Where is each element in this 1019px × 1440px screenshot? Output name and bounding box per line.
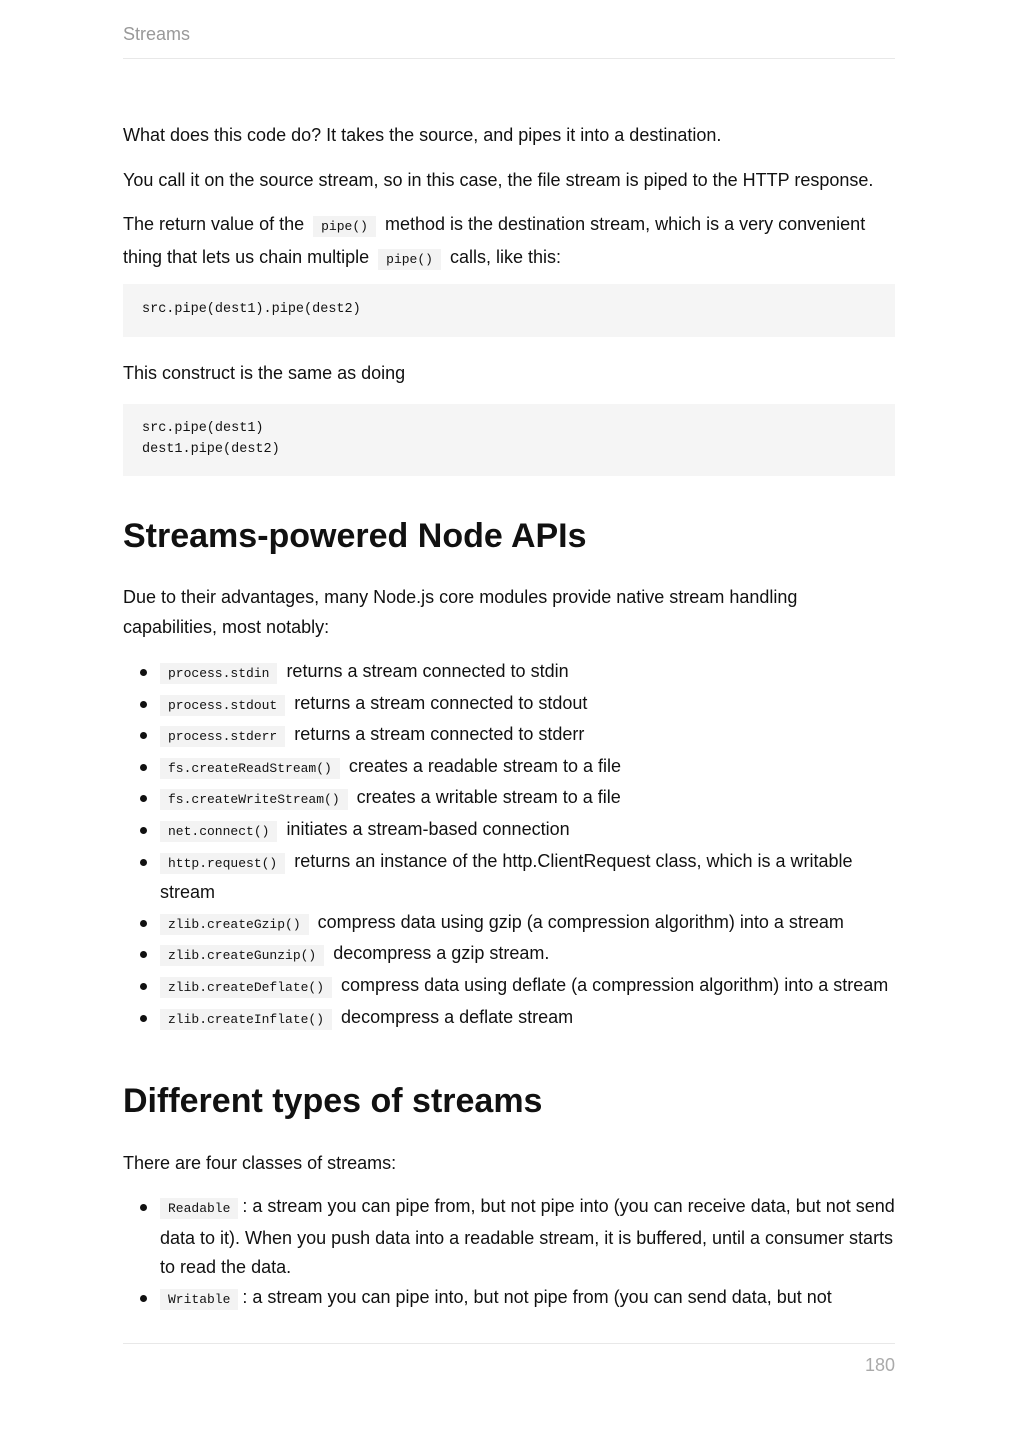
inline-code: process.stdout xyxy=(160,695,285,716)
running-header: Streams xyxy=(123,24,191,44)
code-block: src.pipe(dest1) dest1.pipe(dest2) xyxy=(123,404,895,476)
list-item-text: compress data using gzip (a compression algorithm) into a stream xyxy=(317,911,844,932)
list-item xyxy=(160,689,895,721)
list-item-text: : a stream you can pipe into, but not pipe from (you can send data, but not xyxy=(242,1286,832,1307)
list-item-text: creates a writable stream to a file xyxy=(356,787,621,808)
list-item-text: initiates a stream-based connection xyxy=(286,818,570,839)
inline-code: fs.createWriteStream() xyxy=(160,789,348,810)
list-item-text: returns a stream connected to stdin xyxy=(286,661,569,681)
list-item xyxy=(160,939,895,971)
list-item xyxy=(160,752,895,784)
section-heading: Different types of streams xyxy=(123,1082,543,1120)
paragraph xyxy=(123,209,895,275)
paragraph: There are four classes of streams: xyxy=(123,1153,397,1173)
node-apis-list xyxy=(123,657,895,1034)
paragraph: This construct is the same as doing xyxy=(123,363,406,383)
inline-code: process.stdin xyxy=(160,663,277,684)
page-number: 180 xyxy=(864,1355,895,1375)
stream-types-list xyxy=(123,1192,895,1314)
list-item xyxy=(160,971,895,1003)
code-block: src.pipe(dest1).pipe(dest2) xyxy=(123,284,895,337)
list-item-text: compress data using deflate (a compression algorithm) into a stream xyxy=(341,974,889,995)
list-item-text: creates a readable stream to a file xyxy=(348,755,621,776)
inline-code: net.connect() xyxy=(160,821,277,842)
list-item-text: : a stream you can pipe from, but not pipe into (you can receive data, but not send data to it). When you push data into a readable stream, it is buffered, until a consumer starts to read the data. xyxy=(160,1196,895,1278)
text: The return value of the xyxy=(123,214,305,234)
list-item xyxy=(160,815,895,847)
inline-code: Writable xyxy=(160,1289,238,1310)
section-heading: Streams-powered Node APIs xyxy=(123,517,587,555)
inline-code: pipe() xyxy=(313,216,376,237)
inline-code: process.stderr xyxy=(160,726,285,747)
inline-code: http.request() xyxy=(160,853,285,874)
list-item xyxy=(160,657,895,689)
header-divider xyxy=(123,58,895,59)
inline-code: zlib.createDeflate() xyxy=(160,977,332,998)
list-item xyxy=(160,720,895,752)
list-item xyxy=(160,1192,895,1283)
list-item xyxy=(160,1283,895,1315)
inline-code: zlib.createGunzip() xyxy=(160,945,324,966)
inline-code: zlib.createInflate() xyxy=(160,1009,332,1030)
text: method is the destination stream, which is a very convenient thing that lets us chain multiple xyxy=(123,214,866,267)
paragraph: What does this code do? It takes the source, and pipes it into a destination. xyxy=(123,125,722,145)
list-item-text: returns a stream connected to stdout xyxy=(294,692,588,713)
list-item-text: returns an instance of the http.ClientRequest class, which is a writable stream xyxy=(160,850,853,903)
paragraph: Due to their advantages, many Node.js core modules provide native stream handling capabilities, most notably: xyxy=(123,587,798,637)
list-item xyxy=(160,908,895,940)
list-item-text: decompress a deflate stream xyxy=(341,1006,574,1027)
footer-divider xyxy=(123,1343,895,1344)
list-item xyxy=(160,783,895,815)
list-item xyxy=(160,1003,895,1035)
inline-code: fs.createReadStream() xyxy=(160,758,340,779)
inline-code: pipe() xyxy=(378,249,441,270)
list-item xyxy=(160,847,895,908)
list-item-text: returns a stream connected to stderr xyxy=(294,724,585,745)
paragraph: You call it on the source stream, so in this case, the file stream is piped to the HTTP response. xyxy=(123,170,874,190)
list-item-text: decompress a gzip stream. xyxy=(333,943,550,964)
inline-code: zlib.createGzip() xyxy=(160,914,309,935)
text: calls, like this: xyxy=(449,247,562,267)
inline-code: Readable xyxy=(160,1198,238,1219)
